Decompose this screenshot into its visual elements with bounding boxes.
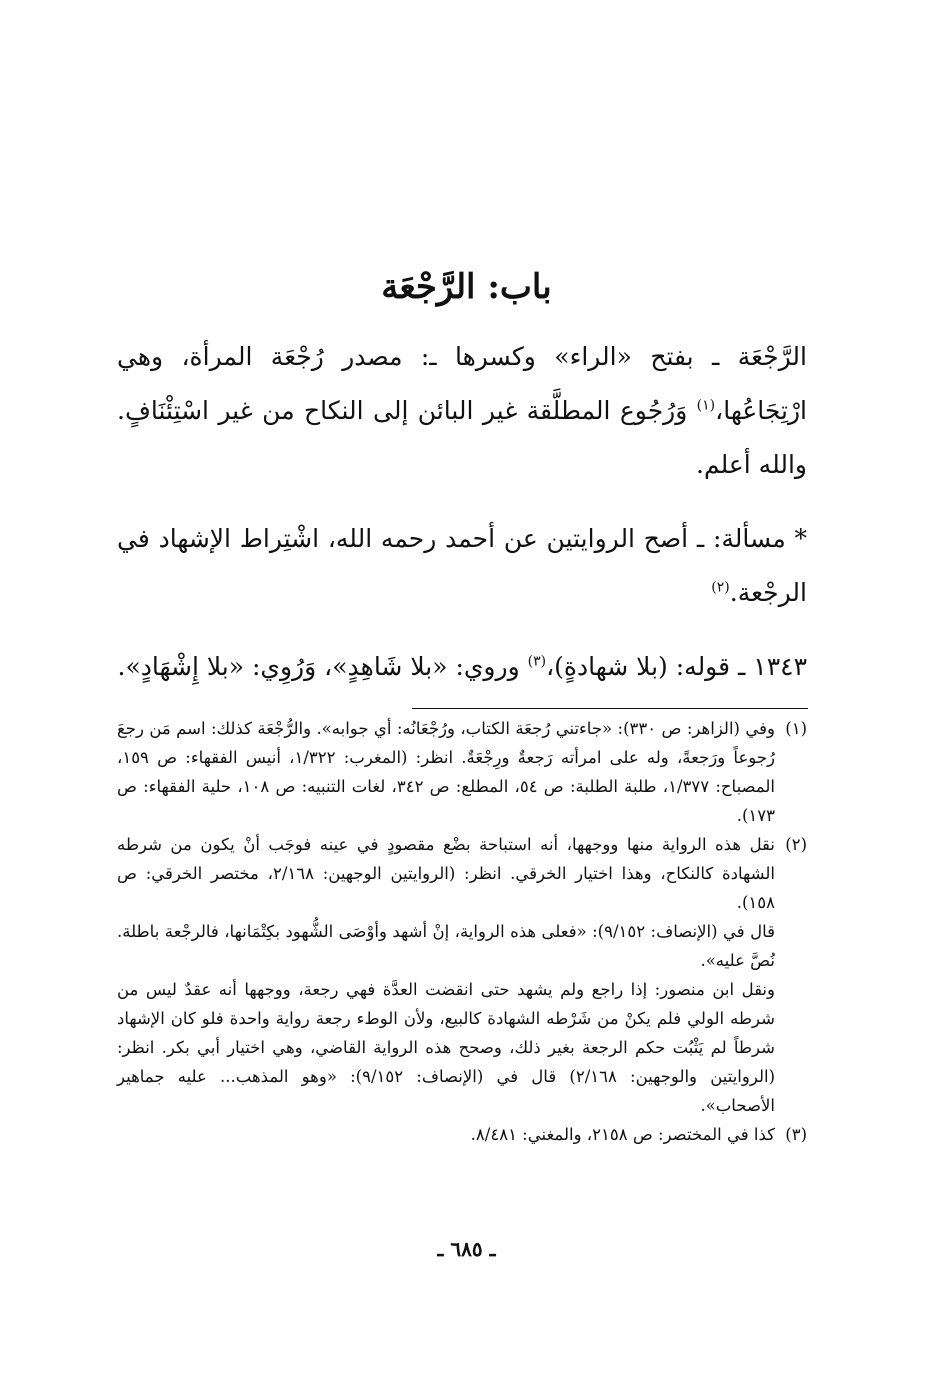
footnote-text: نقل هذه الرواية منها ووجهها، أنه استباحة بضْع مقصودٍ في عينه فوجَب أنْ يكون من شرطه الشهادة كالنكاح، وهذا اختيار الخرقي. انظر: (الروايتين الوجهين: ٢/١٦٨، مختصر الخرقي: ص ١٥٨). (117, 835, 775, 912)
issue-text: * مسألة: ـ أصح الروايتين عن أحمد رحمه الله، اشْتِراط الإشهاد في الرجْعة. (117, 524, 807, 607)
footnote-ref-3: (٣) (527, 653, 547, 670)
footnote-text: كذا في المختصر: ص ٢١٥٨، والمغني: ٨/٤٨١. (470, 1125, 775, 1144)
definition-text: الرَّجْعَة ـ بفتح «الراء» وكسرها ـ: مصدر رُجْعَة المرأة، وهي ارْتِجَاعُها، (117, 342, 807, 425)
definition-paragraph (117, 330, 807, 492)
entry-text: ١٣٤٣ ـ قوله: (بلا شهادةٍ)، (546, 652, 807, 681)
footnote-2-continuation-1 (117, 917, 807, 975)
footnote-1 (117, 714, 807, 830)
footnote-2-continuation-2 (117, 975, 807, 1120)
footnote-text: ونقل ابن منصور: إذا راجع ولم يشهد حتى انقضت العدَّة فهي رجعة، ووجهها أنه عقدٌ ليس من شرطه الولي فلم يكنْ من شَرْطه الشهادة كالبيع، ولأن الوطء رجعة رواية واحدة فلو كان الإشهاد شرطاً لم يَثْبُت حكم الرجعة بغير ذلك، وصحح هذه الرواية القاضي، وهي اختيار أبي بكر. انظر: (الروايتين والوجهين: ٢/١٦٨) قال في (الإنصاف: ٩/١٥٢): «وهو المذهب... عليه جماهير الأصحاب». (117, 980, 776, 1115)
footnote-number: (٢) (785, 835, 807, 854)
footnote-text: قال في (الإنصاف: ٩/١٥٢): «فعلى هذه الرواية، إنْ أشهد وأوْصَى الشُّهود بكِتْمَانها، فالرجْعة باطلة. نُصَّ عليه». (117, 922, 775, 970)
footnote-text: وفي (الزاهر: ص ٣٣٠): «جاءتني رُجعَة الكتاب، ورُجْعَانُه: أي جوابه». والرُّجْعَة كذلك: اسم مَن رجعَ رُجوعاً ورَجعةً، وله على امرأته رَجعةٌ ورِجْعَةٌ. انظر: (المغرب: ١/٣٢٢، أنيس الفقهاء: ص ١٥٩، المصباح: ١/٣٧٧، طلبة الطلبة: ص ٥٤، المطلع: ص ٣٤٢، لغات التنبيه: ص ١٠٨، حلية الفقهاء: ص ١٧٣). (117, 719, 776, 825)
page-number: ـ ٦٨٥ ـ (437, 1237, 496, 1261)
definition-text-continued: وَرُجُوع المطلَّقة غير البائن إلى النكاح من غير اسْتِئْنَافٍ. والله أعلم. (117, 396, 807, 479)
main-text (117, 330, 807, 714)
entry-paragraph-1343 (117, 640, 807, 694)
footnote-ref-2: (٢) (711, 579, 730, 596)
issue-paragraph (117, 512, 807, 620)
footnote-number: (١) (785, 719, 807, 738)
entry-text-continued: وروي: «بلا شَاهِدٍ»، وَرُوِي: «بلا إِشْهَادٍ». (117, 652, 528, 681)
footnote-3 (117, 1120, 807, 1149)
footnote-2 (117, 830, 807, 917)
footnote-number: (٣) (785, 1125, 807, 1144)
footnote-separator (412, 708, 808, 709)
footnote-ref-1: (١) (696, 397, 716, 414)
chapter-title: باب: الرَّجْعَة (381, 267, 552, 307)
footnotes (117, 714, 807, 1149)
